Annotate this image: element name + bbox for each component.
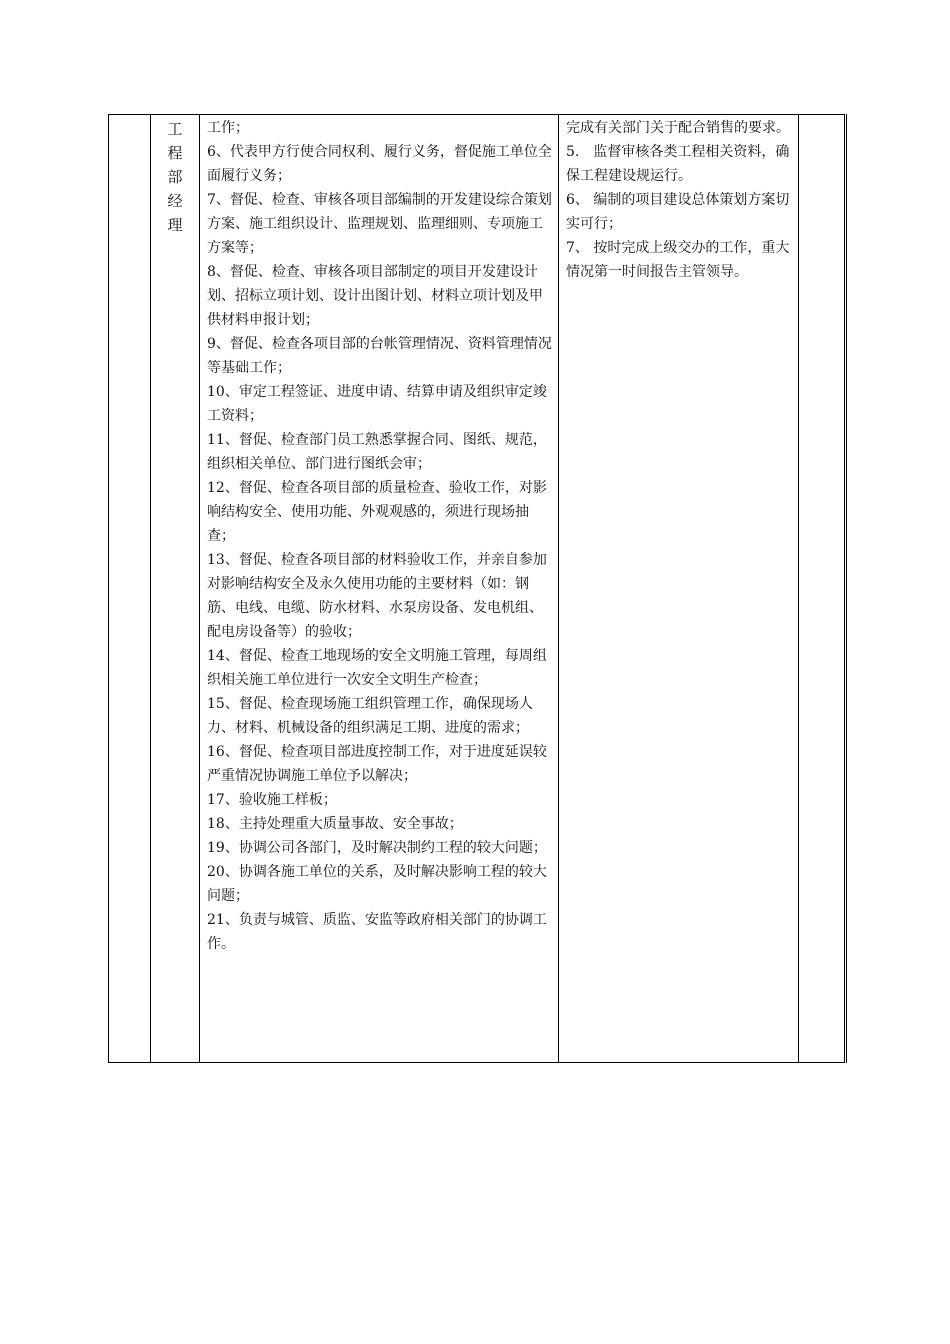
duty-item: 14、督促、检查工地现场的安全文明施工管理，每周组织相关施工单位进行一次安全文明生产检查； <box>207 648 547 688</box>
duty-item: 15、督促、检查现场施工组织管理工作，确保现场人力、材料、机械设备的组织满足工期、进度的需求； <box>207 696 533 736</box>
duty-item: 10、审定工程签证、进度申请、结算申请及组织审定竣工资料； <box>207 384 547 424</box>
job-description-table <box>108 114 847 1063</box>
duty-item: 19、协调公司各部门，及时解决制约工程的较大问题； <box>207 840 547 856</box>
requirement-item: 5. 监督审核各类工程相关资料，确保工程建设规运行。 <box>566 144 790 184</box>
duty-item: 16、督促、检查项目部进度控制工作，对于进度延误较严重情况协调施工单位予以解决； <box>207 744 547 784</box>
position-title-char: 程 <box>167 144 183 162</box>
duty-item: 6、代表甲方行使合同权利、履行义务，督促施工单位全面履行义务； <box>207 144 552 184</box>
position-title-char: 理 <box>167 216 183 234</box>
requirements-cell <box>559 115 799 1063</box>
position-title-cell <box>151 115 200 1063</box>
requirement-item: 6、 编制的项目建设总体策划方案切实可行； <box>566 192 790 232</box>
duty-item: 17、验收施工样板； <box>207 792 337 808</box>
duty-item: 9、督促、检查各项目部的台帐管理情况、资料管理情况等基础工作； <box>207 336 552 376</box>
requirements-list <box>559 115 798 284</box>
requirement-item: 7、 按时完成上级交办的工作，重大情况第一时间报告主管领导。 <box>566 240 790 280</box>
requirement-item: 完成有关部门关于配合销售的要求。 <box>566 120 790 136</box>
duties-cell <box>200 115 559 1063</box>
position-title-char: 经 <box>167 192 183 210</box>
position-title-char: 部 <box>167 168 183 186</box>
duties-list <box>200 115 558 956</box>
duty-item: 21、负责与城管、质监、安监等政府相关部门的协调工作。 <box>207 912 547 952</box>
blank-cell-right <box>799 115 846 1063</box>
duty-item: 11、督促、检查部门员工熟悉掌握合同、图纸、规范，组织相关单位、部门进行图纸会审； <box>207 432 547 472</box>
duty-item: 18、主持处理重大质量事故、安全事故； <box>207 816 463 832</box>
duty-item: 13、督促、检查各项目部的材料验收工作，并亲自参加对影响结构安全及永久使用功能的主要材料（如：钢筋、电线、电缆、防水材料、水泵房设备、发电机组、配电房设备等）的验收； <box>207 552 547 640</box>
duty-item: 7、督促、检查、审核各项目部编制的开发建设综合策划方案、施工组织设计、监理规划、监理细则、专项施工方案等； <box>207 192 552 256</box>
duty-item: 12、督促、检查各项目部的质量检查、验收工作，对影响结构安全、使用功能、外观观感的，须进行现场抽查； <box>207 480 547 544</box>
table-row <box>109 115 846 1063</box>
position-title-char: 工 <box>167 120 183 138</box>
duty-item: 20、协调各施工单位的关系，及时解决影响工程的较大问题； <box>207 864 547 904</box>
position-title <box>151 115 199 237</box>
duty-item: 8、督促、检查、审核各项目部制定的项目开发建设计划、招标立项计划、设计出图计划、材料立项计划及甲供材料申报计划； <box>207 264 543 328</box>
blank-cell-left <box>109 115 151 1063</box>
duty-item: 工作； <box>207 120 249 136</box>
